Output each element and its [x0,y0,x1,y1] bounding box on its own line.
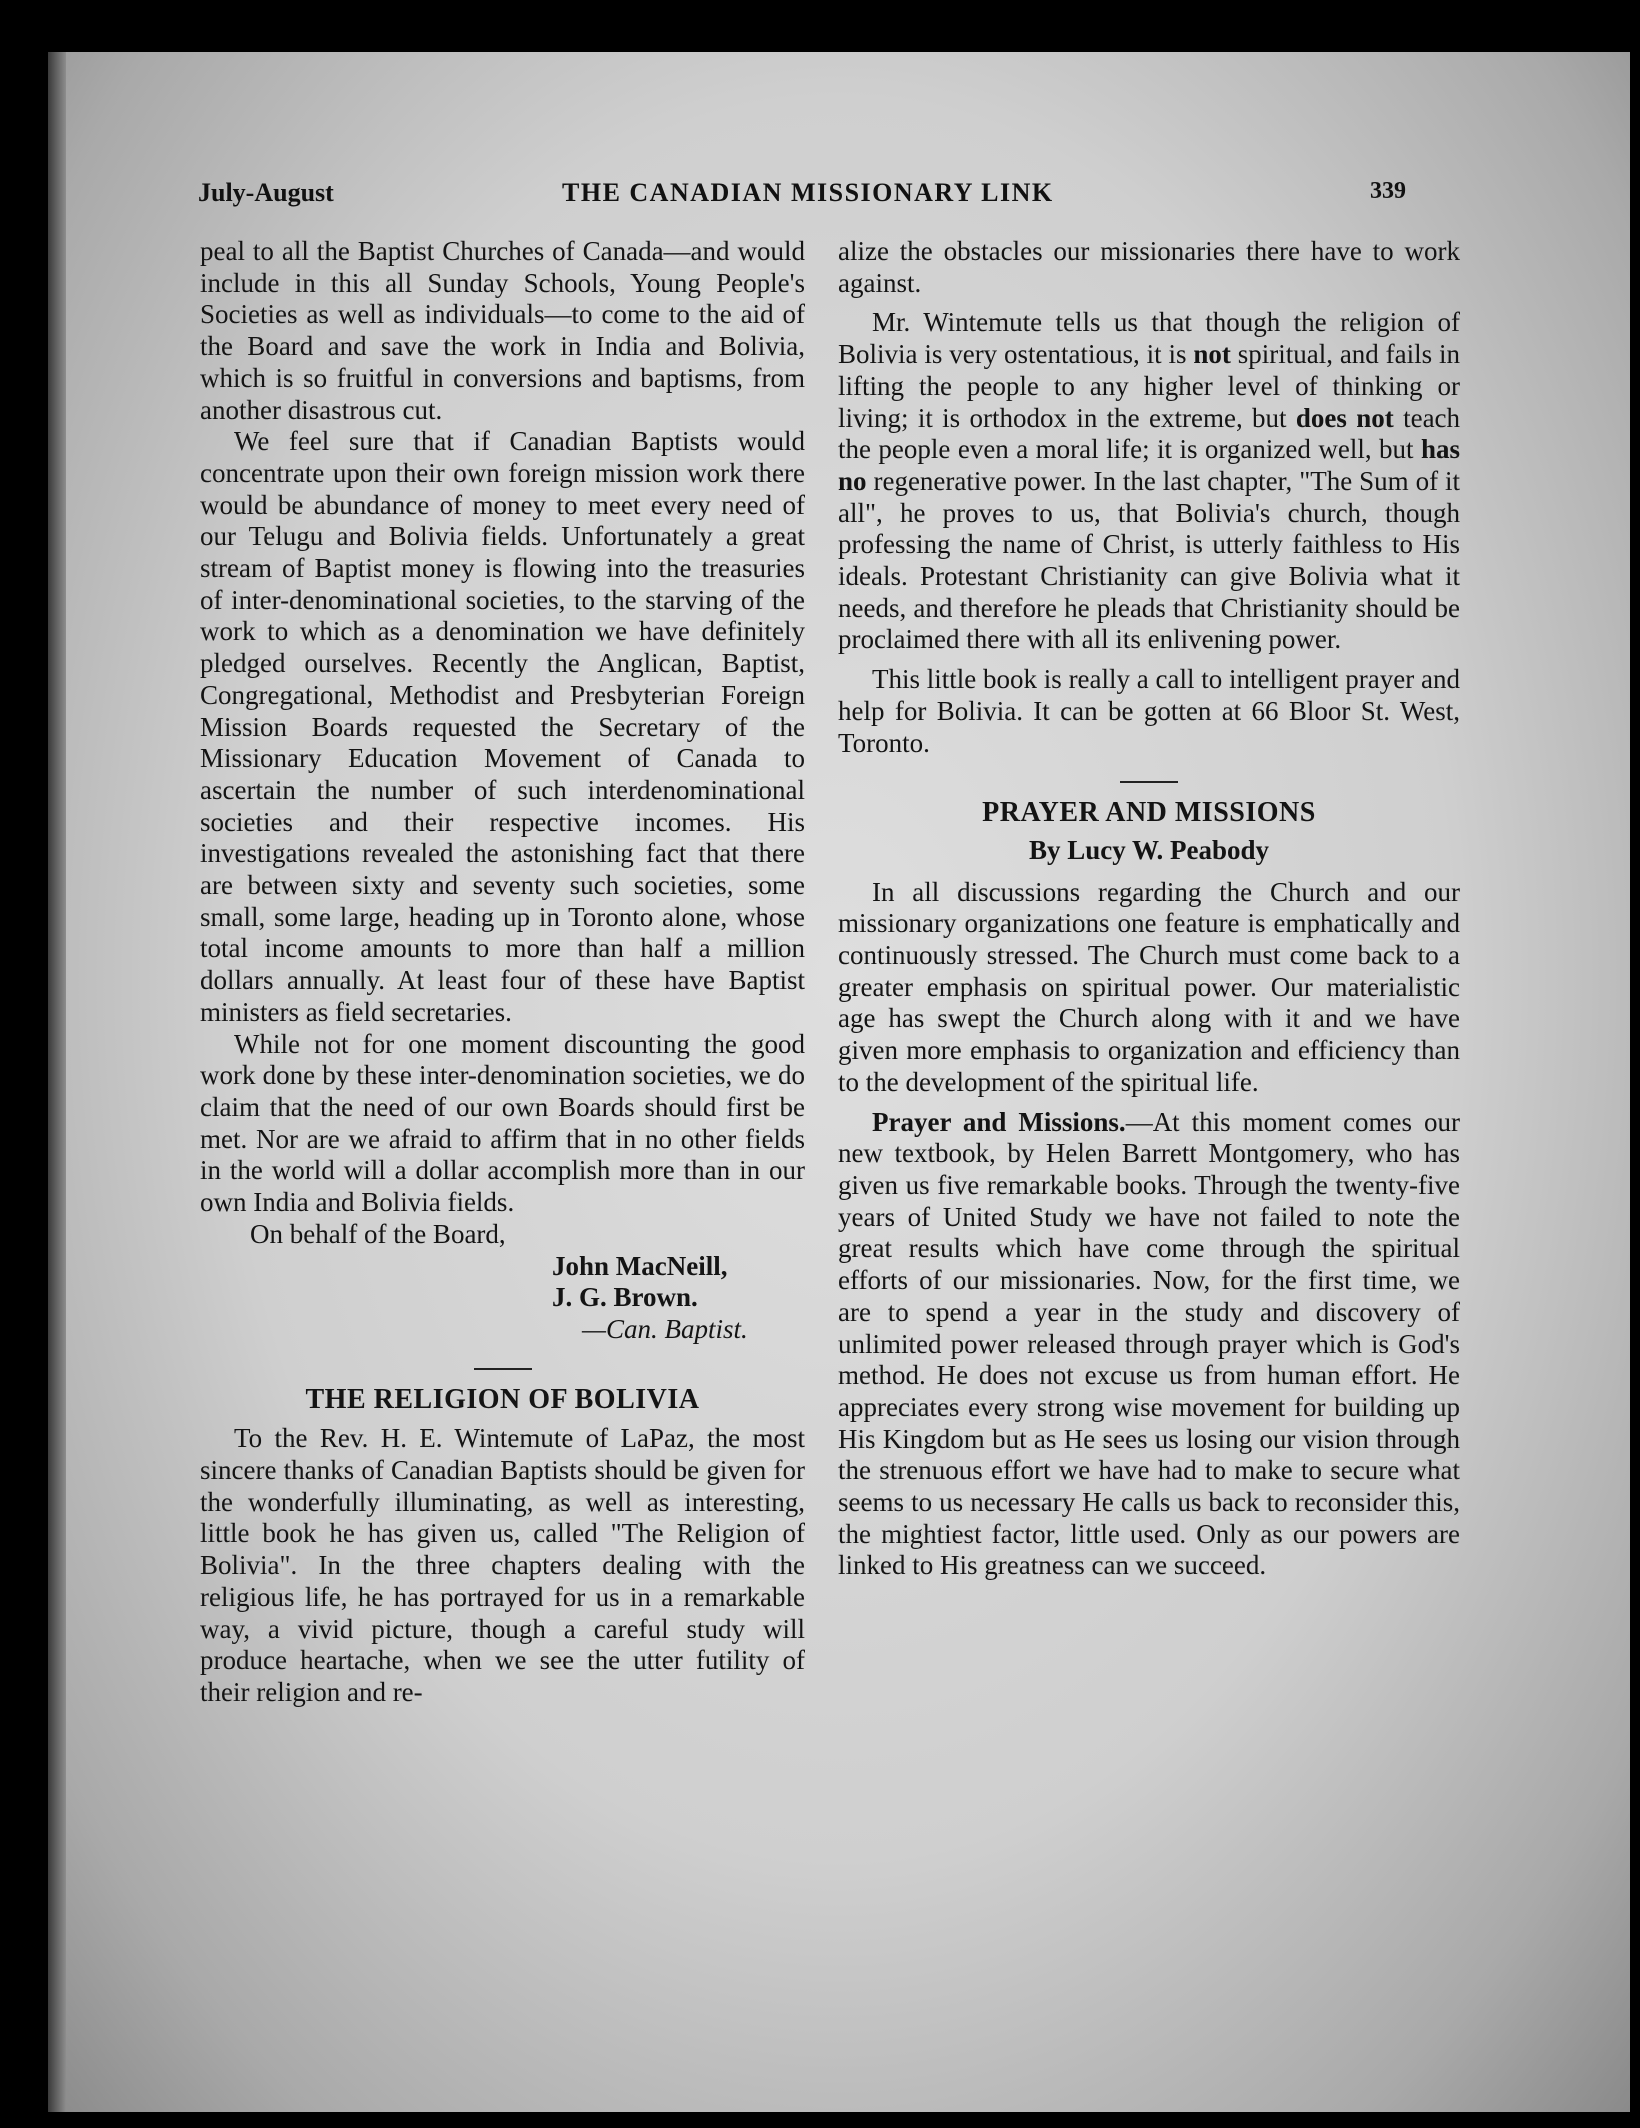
bold-text: has no [838,434,1460,496]
signoff-line: On behalf of the Board, [250,1218,506,1249]
section-divider [1120,781,1178,783]
paragraph [838,1107,1460,1583]
section-divider [474,1368,532,1370]
source-credit: —Can. Baptist. [582,1313,748,1344]
paragraph: We feel sure that if Canadian Baptists would concentrate upon their own foreign mission work there would be abundance of money to meet every need of our Telugu and Bolivia fields. Unfortunately a great stream of Baptist money is flowing into the treasuries of inter-denominational societies, to the starving of the work to which as a denomination we have definitely pledged ourselves. Recently the Anglican, Baptist, Congregational, Methodist and Presbyterian Foreign Mission Boards requested the Secretary of the Missionary Education Movement of Canada to ascertain the number of such interdenominational societies and their respective incomes. His investigations revealed the astonishing fact that there are between sixty and seventy such societies, some small, some large, heading up in Toronto alone, whose total income amounts to more than half a million dollars annually. At least four of these have Baptist ministers as field secretaries. [200,426,805,1027]
header-title: THE CANADIAN MISSIONARY LINK [562,178,1054,207]
signature-name: J. G. Brown. [552,1282,698,1313]
paragraph: alize the obstacles our missionaries there have to work against. [838,236,1460,298]
paragraph [838,307,1460,656]
paragraph: peal to all the Baptist Churches of Canada—and would include in this all Sunday Schools, Young People's Societies as well as individuals—to come to the aid of the Board and save the work in India and Bolivia, which is so fruitful in conversions and baptisms, from another disastrous cut. [200,236,805,425]
paragraph: In all discussions regarding the Church and our missionary organizations one feature is emphatically and continuously stressed. The Church must come back to a greater emphasis on spiritual power. Our materialistic age has swept the Church along with it and we have given more emphasis to organization and efficiency than to the development of the spiritual life. [838,876,1460,1097]
section-heading: THE RELIGION OF BOLIVIA [305,1383,700,1415]
header-date: July-August [198,178,334,207]
bold-text: does not [1295,402,1394,433]
right-column [838,236,1460,1582]
run-in-heading: Prayer and Missions. [872,1106,1126,1137]
section-heading: PRAYER AND MISSIONS [982,797,1316,829]
text-run: regenerative power. In the last chapter, "The Sum of it all", he proves to us, that Bolivia's church, though professing the name of Christ, is utterly faithless to His ideals. Protestant Christianity can give Bolivia what it needs, and therefore he pleads that Christianity should be proclaimed there with all its enlivening power. [838,465,1461,655]
text-run: teach the people even a moral life; it is organized well, but [838,402,1461,465]
text-run: Mr. Wintemute tells us that though the religion of Bolivia is very ostentatious, it is [838,307,1460,370]
page-number: 339 [1370,178,1406,204]
paragraph: While not for one moment discounting the good work done by these inter-denomination societies, we do claim that the need of our own Boards should first be met. Nor are we afraid to affirm that in no other fields in the world will a dollar accomplish more than in our own India and Bolivia fields. [200,1028,805,1218]
text-run: spiritual, and fails in lifting the people to any higher level of thinking or living; it is orthodox in the extreme, but [838,339,1461,433]
paragraph: This little book is really a call to intelligent prayer and help for Bolivia. It can be gotten at 66 Bloor St. West, Toronto. [838,664,1460,758]
page-spine-edge [48,52,66,2112]
left-column [200,236,805,1709]
bold-text: not [1193,339,1231,370]
signature-name: John MacNeill, [552,1250,728,1281]
text-run: —At this moment comes our new textbook, by Helen Barrett Montgomery, who has given us five remarkable books. Through the twenty-five years of United Study we have not failed to note the great results which have come through the spiritual efforts of our missionaries. Now, for the first time, we are to spend a year in the study and discovery of unlimited power released through prayer which is God's method. He does not excuse us from human effort. He appreciates every strong wise movement for building up His Kingdom but as He sees us losing our vision through the strenuous effort we have had to make to secure what seems to us necessary He calls us back to reconsider this, the mightiest factor, little used. Only as our powers are linked to His greatness can we succeed. [838,1106,1460,1581]
paragraph: To the Rev. H. E. Wintemute of LaPaz, the most sincere thanks of Canadian Baptists should be given for the wonderfully illuminating, as well as interesting, little book he has given us, called "The Religion of Bolivia". In the three chapters dealing with the religious life, he has portrayed for us in a remarkable way, a vivid picture, though a careful study will produce heartache, when we see the utter futility of their religion and re- [200,1423,805,1707]
byline: By Lucy W. Peabody [1028,834,1270,865]
